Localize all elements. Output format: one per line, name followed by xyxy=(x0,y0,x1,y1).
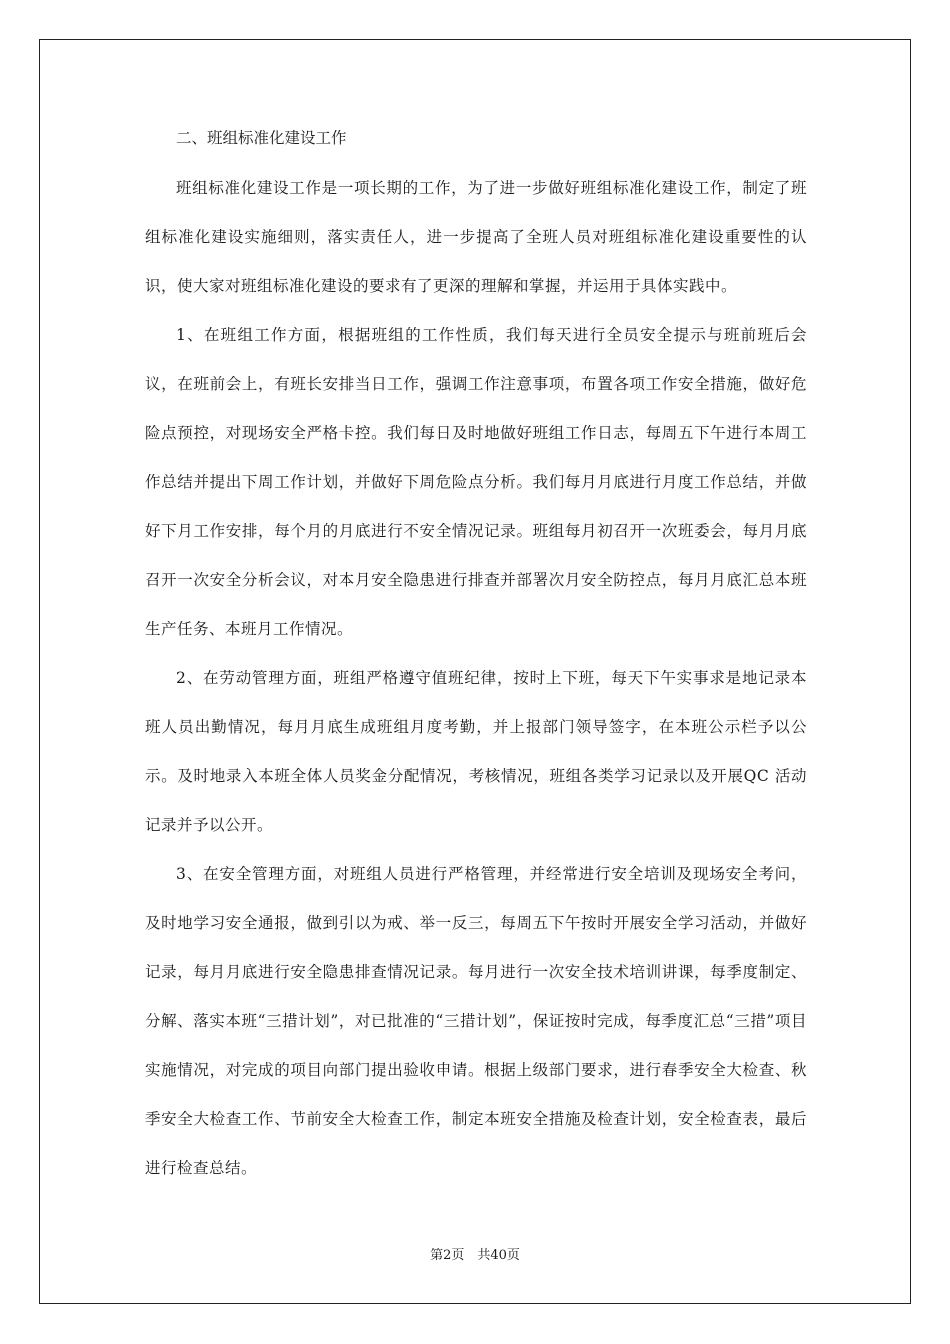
paragraph-safety-management: 3、在安全管理方面，对班组人员进行严格管理，并经常进行安全培训及现场安全考问，及时地学习安全通报，做到引以为戒、举一反三，每周五下午按时开展安全学习活动，并做好记录，每月月底进行安全隐患排查情况记录。每月进行一次安全技术培训讲课，每季度制定、分解、落实本班“三措计划”，对已批准的“三措计划”，保证按时完成，每季度汇总“三措”项目实施情况，对完成的项目向部门提出验收申请。根据上级部门要求，进行春季安全大检查、秋季安全大检查工作、节前安全大检查工作，制定本班安全措施及检查计划，安全检查表，最后进行检查总结。 xyxy=(145,865,807,1177)
page-number-footer: 第2页 共40页 xyxy=(430,1248,520,1263)
paragraph-intro: 班组标准化建设工作是一项长期的工作，为了进一步做好班组标准化建设工作，制定了班组标准化建设实施细则，落实责任人，进一步提高了全班人员对班组标准化建设重要性的认识，使大家对班组标准化建设的要求有了更深的理解和掌握，并运用于具体实践中。 xyxy=(145,179,807,295)
paragraph-labor-management: 2、在劳动管理方面，班组严格遵守值班纪律，按时上下班，每天下午实事求是地记录本班人员出勤情况，每月月底生成班组月度考勤，并上报部门领导签字，在本班公示栏予以公示。及时地录入本班全体人员奖金分配情况，考核情况，班组各类学习记录以及开展QC 活动记录并予以公开。 xyxy=(145,669,807,834)
document-body xyxy=(145,120,807,1193)
paragraph-team-work: 1、在班组工作方面，根据班组的工作性质，我们每天进行全员安全提示与班前班后会议，在班前会上，有班长安排当日工作，强调工作注意事项，布置各项工作安全措施，做好危险点预控，对现场安全严格卡控。我们每日及时地做好班组工作日志，每周五下午进行本周工作总结并提出下周工作计划，并做好下周危险点分析。我们每月月底进行月度工作总结，并做好下月工作安排，每个月的月底进行不安全情况记录。班组每月初召开一次班委会，每月月底召开一次安全分析会议，对本月安全隐患进行排查并部署次月安全防控点，每月月底汇总本班生产任务、本班月工作情况。 xyxy=(145,326,807,638)
section-heading: 二、班组标准化建设工作 xyxy=(176,129,347,147)
